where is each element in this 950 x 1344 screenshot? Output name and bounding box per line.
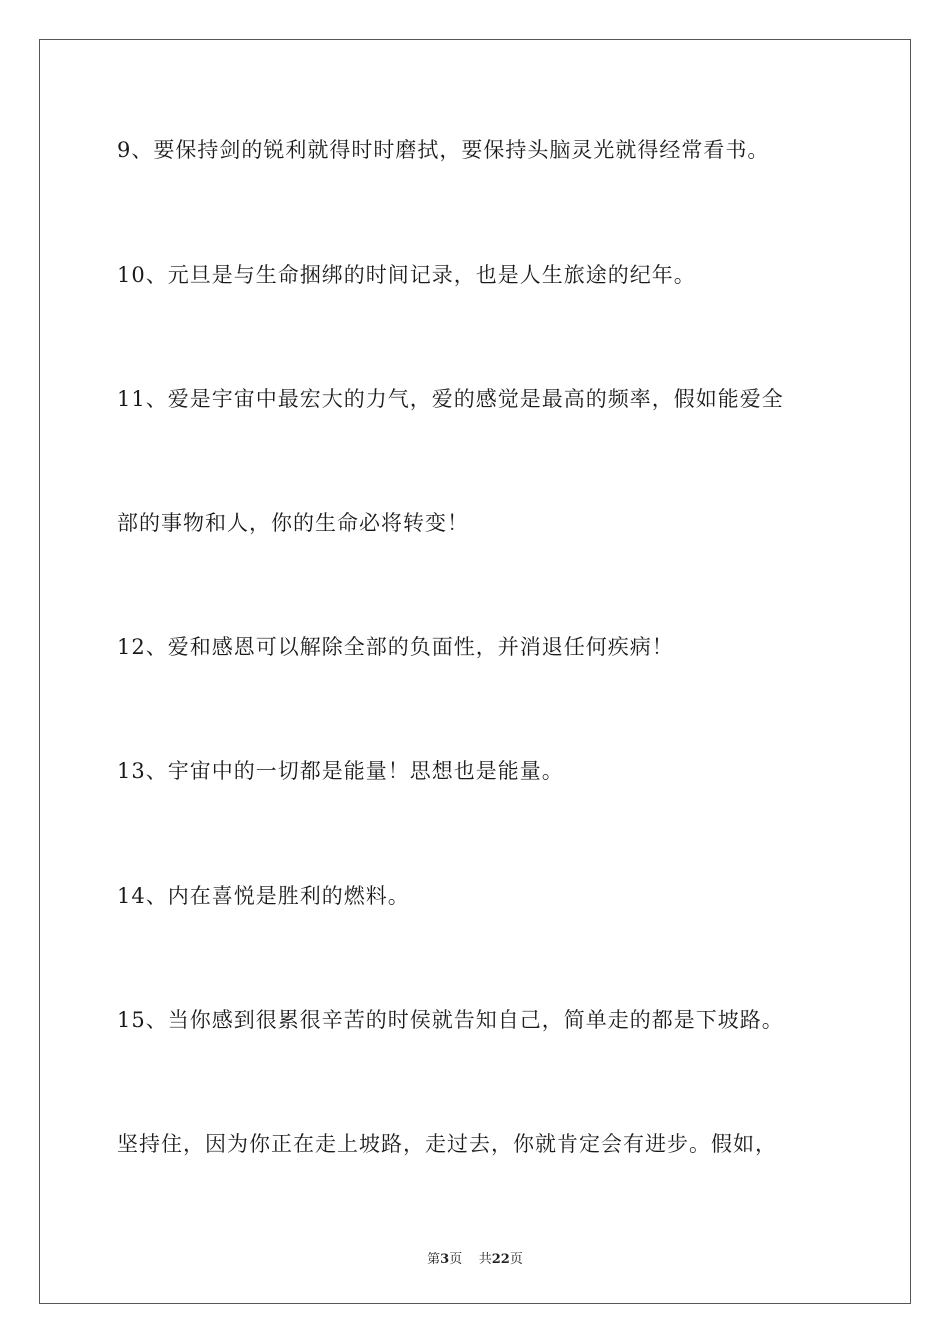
footer-page-number: 3 <box>440 1252 450 1267</box>
text-line-12: 12、爱和感恩可以解除全部的负面性，并消退任何疾病！ <box>117 635 674 659</box>
page-frame <box>39 39 911 1304</box>
text-line-13: 13、宇宙中的一切都是能量！思想也是能量。 <box>117 759 564 783</box>
text-line-15-cont: 坚持住，因为你正在走上坡路，走过去，你就肯定会有进步。假如， <box>117 1132 777 1156</box>
footer-page-suffix: 页 <box>449 1252 463 1267</box>
text-line-10: 10、元旦是与生命捆绑的时间记录，也是人生旅途的纪年。 <box>117 263 696 287</box>
page-footer <box>0 1248 950 1267</box>
text-line-11: 11、爱是宇宙中最宏大的力气，爱的感觉是最高的频率，假如能爱全 <box>117 387 784 411</box>
text-line-11-cont: 部的事物和人，你的生命必将转变！ <box>117 511 469 535</box>
text-line-14: 14、内在喜悦是胜利的燃料。 <box>117 884 410 908</box>
footer-total-pages: 22 <box>491 1252 510 1267</box>
text-line-9: 9、要保持剑的锐利就得时时磨拭，要保持头脑灵光就得经常看书。 <box>117 138 770 162</box>
footer-total-prefix: 共 <box>478 1252 492 1267</box>
footer-page-prefix: 第 <box>427 1252 441 1267</box>
footer-total-suffix: 页 <box>509 1252 523 1267</box>
text-line-15: 15、当你感到很累很辛苦的时侯就告知自己，简单走的都是下坡路。 <box>117 1008 784 1032</box>
